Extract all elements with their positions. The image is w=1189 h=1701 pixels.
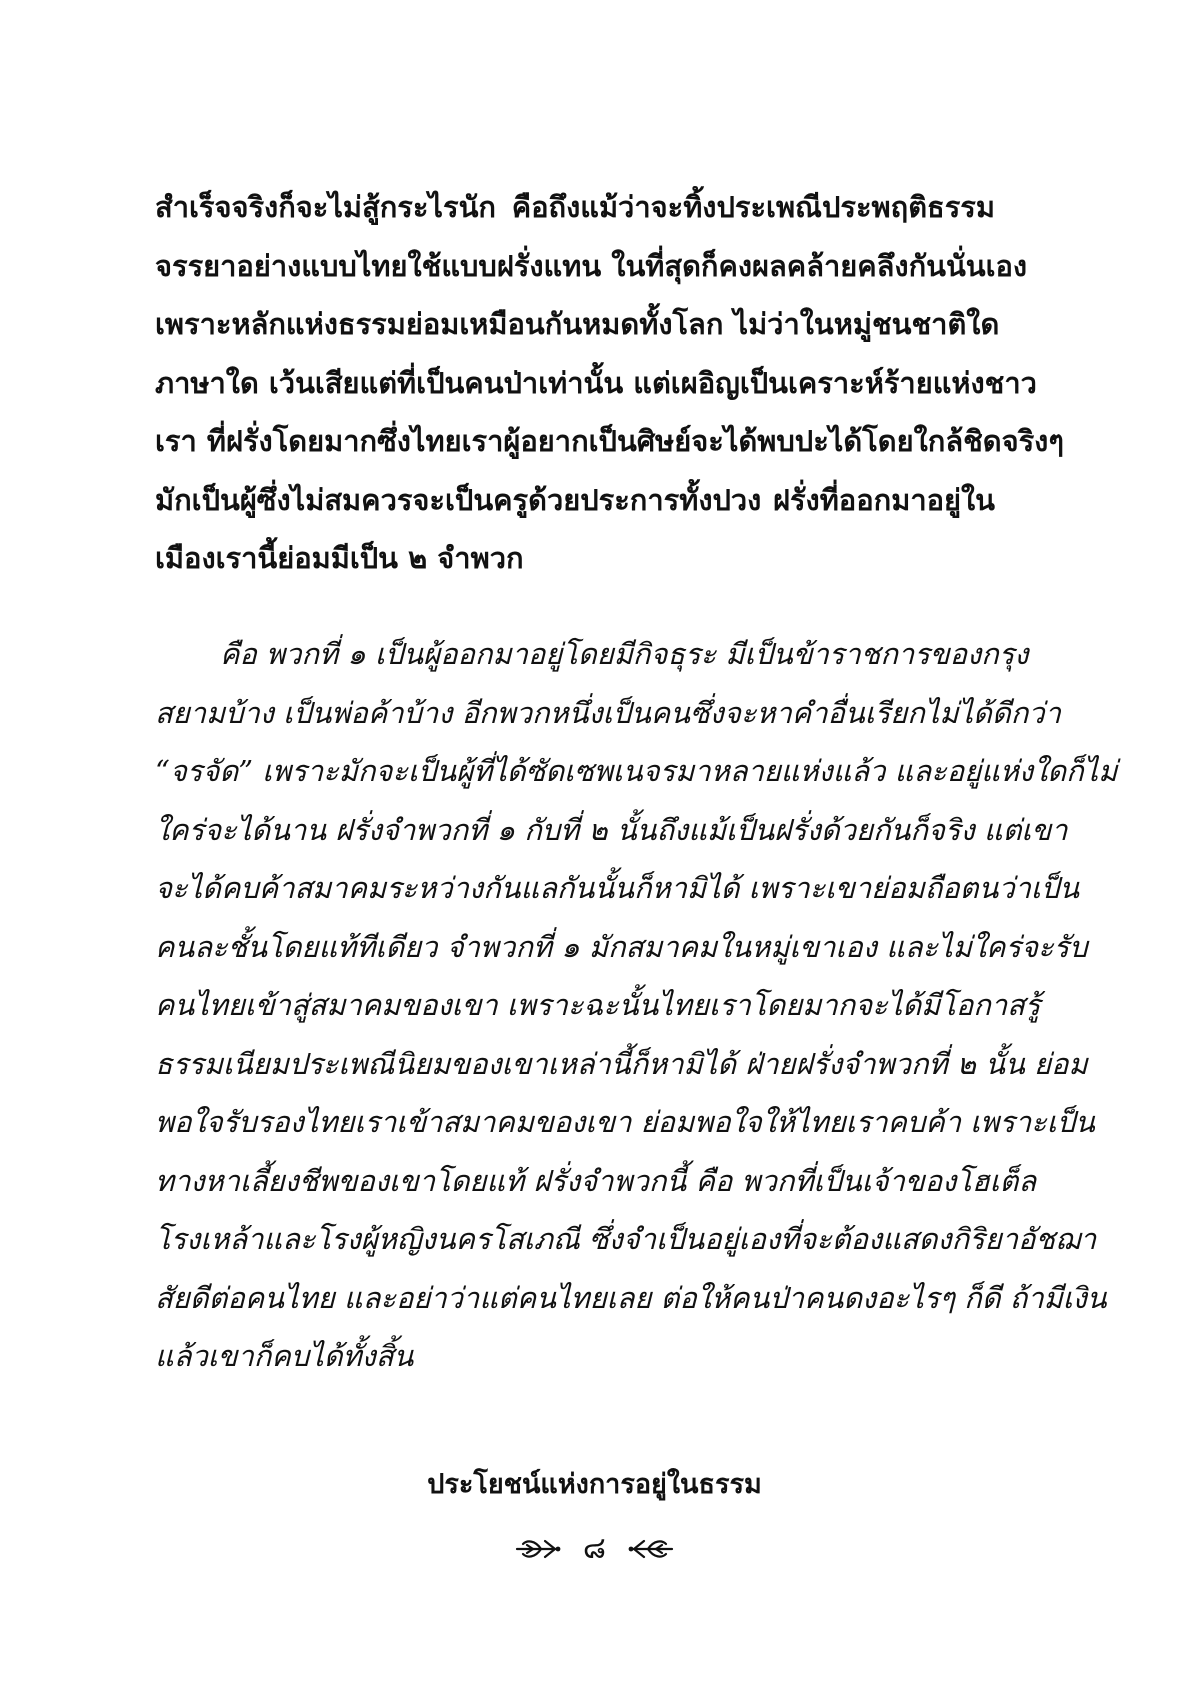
paragraph-line: ภาษาใด เว้นเสียแต่ที่เป็นคนป่าเท่านั้น แต่เผอิญเป็นเคราะห์ร้ายแห่งชาว: [155, 365, 1037, 400]
paragraph-line: สัยดีต่อคนไทย และอย่าว่าแต่คนไทยเลย ต่อให้คนป่าคนดงอะไรๆ ก็ดี ถ้ามีเงิน: [155, 1280, 1107, 1315]
paragraph-line: จะได้คบค้าสมาคมระหว่างกันแลกันนั้นก็หามิได้ เพราะเขาย่อมถือตนว่าเป็น: [155, 871, 1080, 905]
paragraph-line: ใคร่จะได้นาน ฝรั่งจำพวกที่ ๑ กับที่ ๒ นั้นถึงแม้เป็นฝรั่งด้วยกันก็จริง แต่เขา: [155, 812, 1068, 847]
paragraph-line: แล้วเขาก็คบได้ทั้งสิ้น: [155, 1339, 414, 1373]
paragraph-line: มักเป็นผู้ซึ่งไม่สมควรจะเป็นครูด้วยประการทั้งปวง ฝรั่งที่ออกมาอยู่ใน: [155, 482, 995, 517]
paragraph-line: คนละชั้นโดยแท้ทีเดียว จำพวกที่ ๑ มักสมาคมในหมู่เขาเอง และไม่ใคร่จะรับ: [155, 929, 1088, 964]
paragraph-line: จรรยาอย่างแบบไทยใช้แบบฝรั่งแทน ในที่สุดก็คงผลคล้ายคลึงกันนั่นเอง: [155, 248, 1028, 283]
paragraph-line: โรงเหล้าและโรงผู้หญิงนครโสเภณี ซึ่งจำเป็นอยู่เองที่จะต้องแสดงกิริยาอัชฌา: [155, 1222, 1097, 1256]
paragraph-line: ธรรมเนียมประเพณีนิยมของเขาเหล่านี้ก็หามิได้ ฝ่ายฝรั่งจำพวกที่ ๒ นั้น ย่อม: [155, 1046, 1088, 1081]
floral-ornament-right-icon: [628, 1536, 674, 1562]
page-number-row: [0, 1525, 1189, 1572]
paragraph-line: คือ พวกที่ ๑ เป็นผู้ออกมาอยู่โดยมีกิจธุระ มีเป็นข้าราชการของกรุง: [220, 637, 1029, 671]
paragraph-line: เมืองเรานี้ย่อมมีเป็น ๒ จำพวก: [155, 541, 524, 575]
paragraph-line: คนไทยเข้าสู่สมาคมของเขา เพราะฉะนั้นไทยเราโดยมากจะได้มีโอกาสรู้: [155, 988, 1041, 1022]
page-number: ๘: [582, 1531, 607, 1566]
body-paragraph-2: [155, 625, 1118, 1386]
paragraph-line: สำเร็จจริงก็จะไม่สู้กระไรนัก คือถึงแม้ว่าจะทิ้งประเพณีประพฤติธรรม: [155, 190, 995, 224]
paragraph-line: เรา ที่ฝรั่งโดยมากซึ่งไทยเราผู้อยากเป็นศิษย์จะได้พบปะได้โดยใกล้ชิดจริงๆ: [155, 424, 1064, 458]
paragraph-line: เพราะหลักแห่งธรรมย่อมเหมือนกันหมดทั้งโลก ไม่ว่าในหมู่ชนชาติใด: [155, 307, 1000, 341]
paragraph-line: “จรจัด” เพราะมักจะเป็นผู้ที่ได้ซัดเซพเนจรมาหลายแห่งแล้ว และอยู่แห่งใดก็ไม่: [155, 754, 1118, 788]
paragraph-line: สยามบ้าง เป็นพ่อค้าบ้าง อีกพวกหนึ่งเป็นคนซึ่งจะหาคำอื่นเรียกไม่ได้ดีกว่า: [155, 695, 1061, 730]
paragraph-line: ทางหาเลี้ยงชีพของเขาโดยแท้ ฝรั่งจำพวกนี้ คือ พวกที่เป็นเจ้าของโฮเต็ล: [155, 1163, 1037, 1198]
floral-ornament-left-icon: [515, 1536, 561, 1562]
footer-title: ประโยชน์แห่งการอยู่ในธรรม: [427, 1469, 762, 1500]
body-paragraph-1: [155, 178, 1064, 588]
paragraph-line: พอใจรับรองไทยเราเข้าสมาคมของเขา ย่อมพอใจให้ไทยเราคบค้า เพราะเป็น: [155, 1105, 1095, 1139]
